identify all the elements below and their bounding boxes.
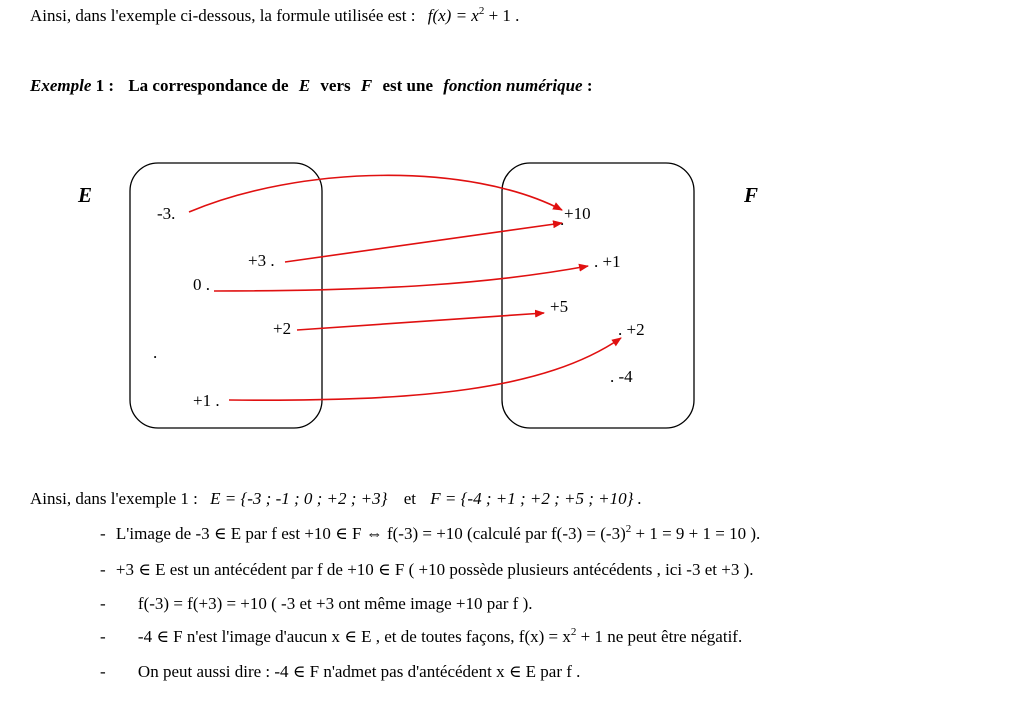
formula-exponent: 2 bbox=[478, 5, 485, 17]
f-element-plus2: . +2 bbox=[618, 320, 645, 339]
set-e-box bbox=[130, 163, 322, 428]
set-f-label: F bbox=[744, 183, 759, 207]
arrow-plus1-to-plus2 bbox=[229, 338, 621, 400]
f-element-dot: . bbox=[560, 210, 565, 229]
intro-text: Ainsi, dans l'exemple ci-dessous, la formule utilisée est : bbox=[30, 6, 416, 25]
bullet-4-exponent: 2 bbox=[570, 626, 577, 638]
bullet-dash: - bbox=[100, 594, 106, 613]
set-f-box bbox=[502, 163, 694, 428]
bullet-5 bbox=[100, 662, 580, 682]
summary-e-def: E = {-3 ; -1 ; 0 ; +2 ; +3} bbox=[210, 489, 388, 508]
summary-prefix: Ainsi, dans l'exemple 1 : bbox=[30, 489, 198, 508]
bullet-5-text: On peut aussi dire : -4 ∈ F n'admet pas d'antécédent x ∈ E par f . bbox=[137, 662, 581, 681]
bullet-3-text: f(-3) = f(+3) = +10 ( -3 et +3 ont même image +10 par f ). bbox=[137, 594, 533, 613]
bullet-1-exponent: 2 bbox=[625, 523, 632, 535]
arrow-plus2-to-plus5 bbox=[297, 313, 544, 330]
bullet-4 bbox=[100, 627, 742, 647]
bullet-3 bbox=[100, 594, 533, 614]
f-element-plus1: . +1 bbox=[594, 252, 621, 271]
heading-kind: fonction numérique bbox=[443, 76, 583, 95]
formula-suffix: + 1 . bbox=[484, 6, 520, 25]
bullet-2 bbox=[100, 560, 754, 580]
summary-et: et bbox=[403, 489, 416, 508]
bullet-4-text-end: + 1 ne peut être négatif. bbox=[576, 627, 743, 646]
example-number: 1 : bbox=[91, 76, 115, 95]
heading-colon: : bbox=[586, 76, 593, 95]
arrow-minus3-to-plus10 bbox=[189, 175, 562, 212]
e-element-plus2: +2 bbox=[273, 319, 292, 338]
bullet-4-text: -4 ∈ F n'est l'image d'aucun x ∈ E , et de toutes façons, f(x) = x bbox=[137, 627, 571, 646]
summary-line bbox=[30, 489, 642, 509]
bullet-dash: - bbox=[100, 627, 106, 646]
bullet-2-text: +3 ∈ E est un antécédent par f de +10 ∈ F ( +10 possède plusieurs antécédents , ici -3 et +3 ). bbox=[115, 560, 754, 579]
heading-text-a: La correspondance de bbox=[128, 76, 289, 95]
e-element-minus3: -3. bbox=[157, 204, 176, 223]
f-element-plus5: +5 bbox=[550, 297, 569, 316]
bullet-1-text-end: + 1 = 9 + 1 = 10 ). bbox=[631, 524, 761, 543]
e-element-0: 0 . bbox=[193, 275, 210, 294]
heading-text-c: est une bbox=[382, 76, 433, 95]
example-label: Exemple bbox=[30, 76, 92, 95]
bullet-1 bbox=[100, 524, 760, 544]
arrow-plus3-to-plus10 bbox=[285, 223, 562, 262]
formula-prefix: f(x) = x bbox=[427, 6, 479, 25]
bullet-dash: - bbox=[100, 662, 106, 681]
set-e-label: E bbox=[78, 183, 93, 207]
bullet-dash: - bbox=[100, 560, 106, 579]
heading-set-f: F bbox=[360, 76, 373, 95]
e-element-plus1: +1 . bbox=[193, 391, 220, 410]
heading-set-e: E bbox=[298, 76, 311, 95]
heading-text-b: vers bbox=[320, 76, 351, 95]
f-element-minus4: . -4 bbox=[610, 367, 633, 386]
summary-f-def: F = {-4 ; +1 ; +2 ; +5 ; +10} . bbox=[430, 489, 642, 508]
bullet-1-text: L'image de -3 ∈ E par f est +10 ∈ F ⇔ f(-3) = +10 (calculé par f(-3) = (-3) bbox=[115, 524, 626, 543]
f-element-plus10: +10 bbox=[564, 204, 591, 223]
e-element-minus1-dot: . bbox=[153, 343, 158, 362]
bullet-dash: - bbox=[100, 524, 106, 543]
e-element-plus3: +3 . bbox=[248, 251, 275, 270]
